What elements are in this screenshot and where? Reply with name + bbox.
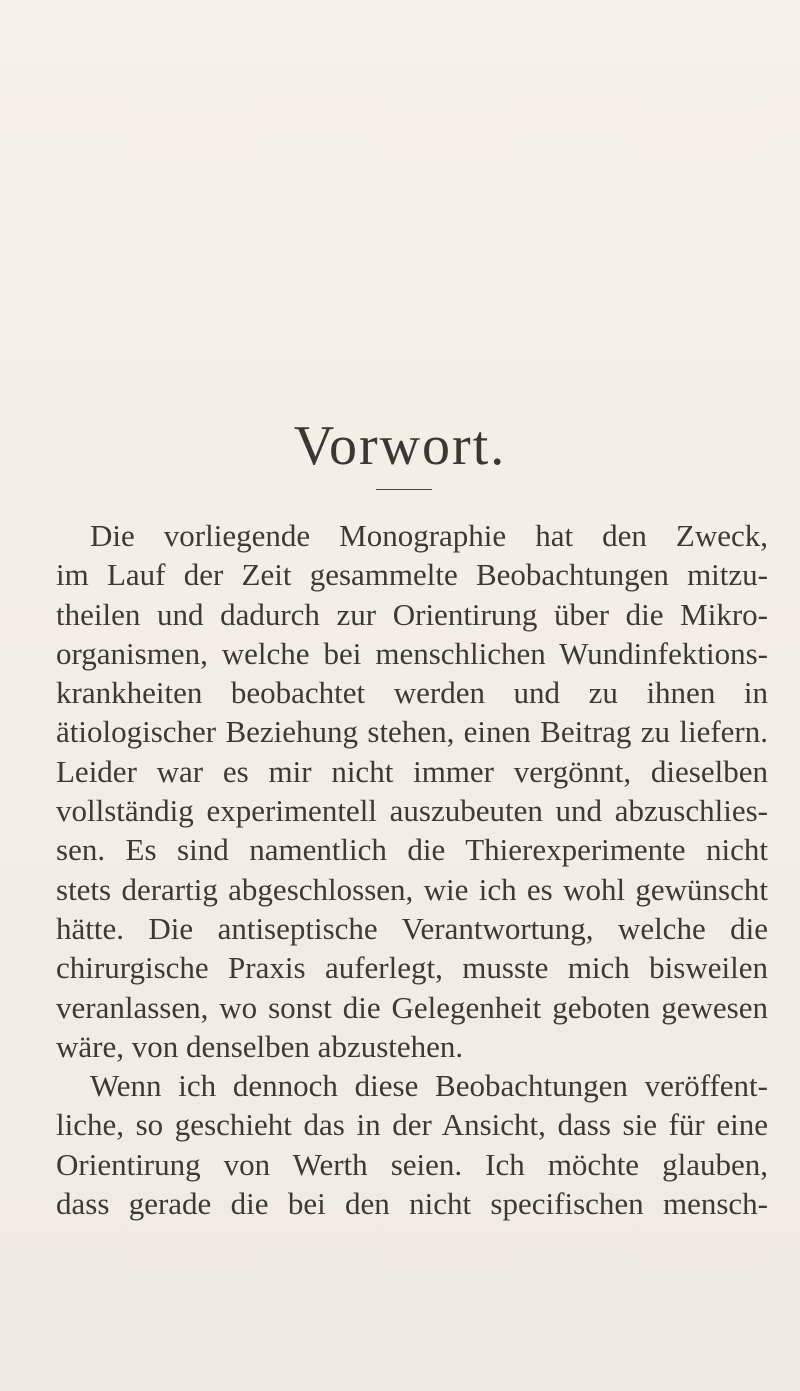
text-line: wäre, von denselben abzustehen. bbox=[56, 1028, 464, 1064]
text-line: liche, so geschieht das in der Ansicht, dass sie für eine bbox=[56, 1107, 768, 1143]
text-line: Orientirung von Werth seien. Ich möchte glauben, bbox=[56, 1146, 768, 1182]
text-line: sen. Es sind namentlich die Thierexperimente nicht bbox=[56, 832, 768, 868]
text-line: hätte. Die antiseptische Verantwortung, welche die bbox=[56, 910, 768, 946]
text-line: stets derartig abgeschlossen, wie ich es wohl gewünscht bbox=[56, 871, 768, 907]
text-line: Die vorliegende Monographie hat den Zweck, bbox=[90, 518, 768, 553]
text-line: krankheiten beobachtet werden und zu ihnen in bbox=[56, 675, 768, 711]
text-line: theilen und dadurch zur Orientirung über die Mikro- bbox=[56, 596, 768, 632]
page-title: Vorwort. bbox=[293, 415, 507, 477]
text-line: Leider war es mir nicht immer vergönnt, dieselben bbox=[56, 753, 768, 789]
text-line: im Lauf der Zeit gesammelte Beobachtungen mitzu- bbox=[56, 557, 768, 593]
text-line: Wenn ich dennoch diese Beobachtungen veröffent- bbox=[90, 1068, 768, 1104]
text-line: ätiologischer Beziehung stehen, einen Beitrag zu liefern. bbox=[56, 714, 768, 750]
text-line: veranlassen, wo sonst die Gelegenheit geboten gewesen bbox=[56, 989, 768, 1025]
text-line: organismen, welche bei menschlichen Wundinfektions- bbox=[56, 635, 768, 671]
text-line: dass gerade die bei den nicht specifischen mensch- bbox=[56, 1186, 768, 1222]
preface-text bbox=[56, 516, 768, 1223]
text-line: vollständig experimentell auszubeuten und abzuschlies- bbox=[56, 793, 768, 829]
title-rule bbox=[376, 489, 432, 490]
text-line: chirurgische Praxis auferlegt, musste mich bisweilen bbox=[56, 950, 768, 986]
